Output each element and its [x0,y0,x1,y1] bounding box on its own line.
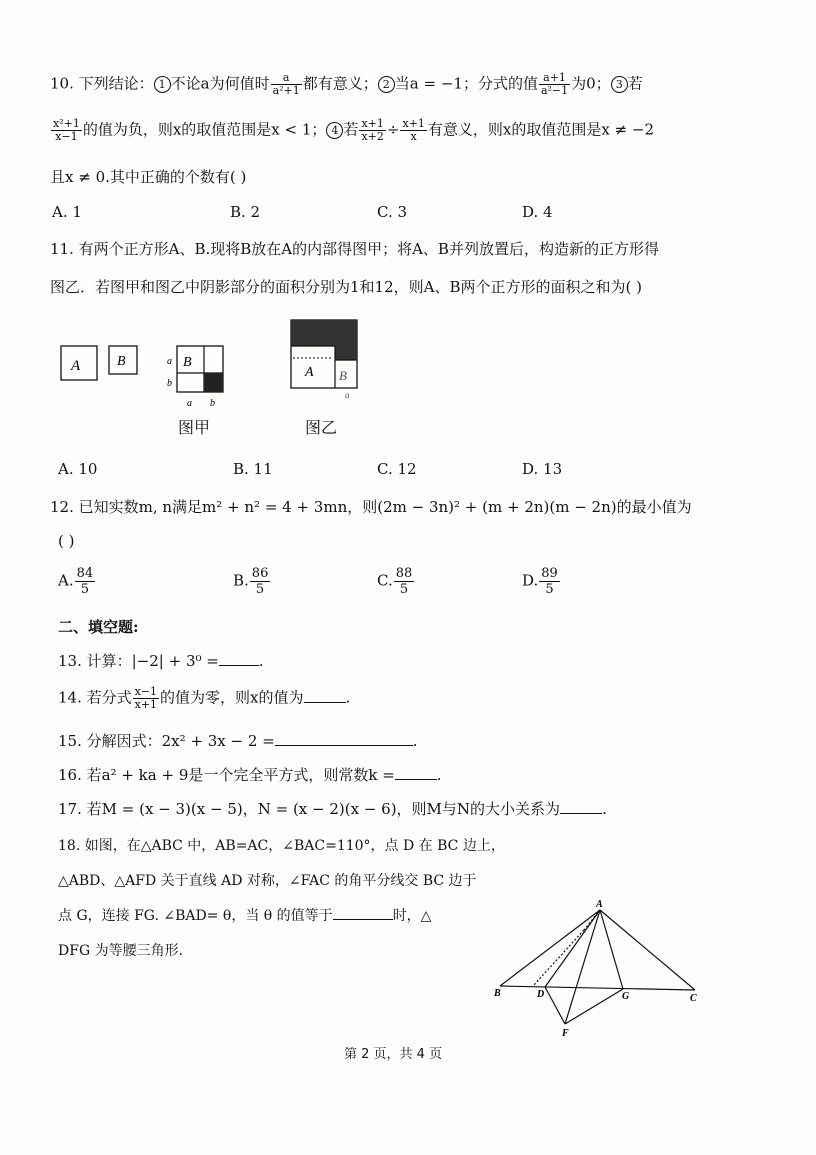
answer-blank[interactable] [275,731,413,746]
q18-line3 [58,905,431,925]
frac-num: 84 [76,566,94,581]
q16-text: 16. 若a² + ka + 9是一个完全平方式，则常数k = [58,766,395,784]
q11-option-d: D. 13 [522,460,563,478]
label-b-bottom: b [210,398,215,409]
q10-option-d: D. 4 [522,203,553,221]
q10-text-d: 当a = −1；分式的值 [394,74,538,93]
q14-pre: 14. 若分式 [58,688,132,707]
q12-option-a [58,566,96,597]
label-a: A [71,358,81,374]
q13-end: . [258,652,264,670]
q12-option-d [522,566,561,597]
label-a-yi: A [305,365,314,380]
q14-fraction [133,686,159,711]
point-g: G [622,991,630,1002]
point-d: D [537,989,545,1000]
q15-end: . [412,732,418,750]
fraction-1 [271,72,302,97]
q17-text: 17. 若M = (x − 3)(x − 5)，N = (x − 2)(x − 6)，则M与N的大小关系为 [58,800,561,818]
answer-blank[interactable] [395,765,437,780]
frac-den: 5 [80,582,90,597]
option-label: D. [522,571,539,590]
q10-text-c: 都有意义； [302,74,378,93]
option-fraction [250,566,271,597]
frac-num: 89 [541,566,558,581]
circled-1: 1 [154,76,171,93]
option-fraction [394,566,415,597]
frac-den: a²−1 [540,84,569,97]
label-a-bottom: a [187,398,192,409]
fraction-3 [51,118,82,143]
q16 [58,764,442,785]
answer-blank[interactable] [560,799,602,814]
option-label: C. [377,571,393,590]
frac-num: a [271,72,302,85]
frac-num: x²+1 [53,117,80,130]
circled-3: 3 [611,76,628,93]
frac-den: 5 [399,582,409,597]
frac-num: x−1 [134,685,158,698]
q10-text-g: 的值为负，则x的取值范围是x < 1； [82,120,327,139]
frac-num: 88 [395,566,413,581]
q10-line1 [50,72,643,97]
frac-den: x+2 [361,130,384,143]
caption-fig-yi: 图乙 [305,418,338,437]
q18-line1: 18. 如图，在△ABC 中，AB=AC，∠BAC=110°，点 D 在 BC 边上， [58,838,505,854]
q10-text-f: 若 [627,74,643,93]
q12-option-b [233,566,271,597]
q13 [58,650,264,671]
q12-option-c [377,566,415,597]
fraction-5 [400,118,426,143]
circled-4: 4 [326,122,343,139]
frac-den: x+1 [134,698,158,711]
label-a-left: a [167,356,172,367]
frac-num: 86 [251,566,269,581]
option-fraction [75,566,96,597]
frac-num: x+1 [361,117,384,130]
q10-option-b: B. 2 [230,203,261,221]
figure-yi [291,320,357,400]
answer-blank[interactable] [304,688,346,703]
q10-text-b: 不论a为何值时 [170,74,270,93]
q10-line2 [50,118,654,143]
q14-end: . [345,688,351,707]
page-footer: 第 2 页，共 4 页 [344,1047,443,1062]
q10-intro: 10. 下列结论： [50,74,154,93]
frac-num: a+1 [539,72,570,85]
point-b: B [494,988,501,999]
q15 [58,730,418,751]
q17-end: . [602,800,607,818]
q10-option-a: A. 1 [52,203,82,221]
answer-blank[interactable] [219,651,259,666]
q18-text-b: 时，△ [392,908,432,924]
q16-end: . [436,766,442,784]
q11-line1: 11. 有两个正方形A、B.现将B放在A的内部得图甲；将A、B并列放置后，构造新的正方形得 [50,240,659,258]
fraction-4 [359,118,385,143]
label-b: B [117,354,126,369]
q13-text: 13. 计算：|−2| + 3⁰ = [58,652,219,670]
label-b-yi: B [339,368,347,383]
square-a [61,346,97,380]
frac-den: 5 [545,582,554,597]
q10-text-i: 有意义，则x的取值范围是x ≠ −2 [427,120,654,139]
q11-line2: 图乙．若图甲和图乙中阴影部分的面积分别为1和12，则A、B两个正方形的面积之和为( ) [50,278,642,296]
frac-den: a²+1 [272,84,300,97]
divide-sign: ÷ [386,120,400,139]
q12-line2: ( ) [58,532,75,550]
square-b [109,346,137,374]
frac-den: x [410,130,417,143]
option-label: B. [233,571,249,590]
q10-option-c: C. 3 [377,203,408,221]
caption-fig-jia: 图甲 [178,418,211,437]
answer-blank[interactable] [333,905,393,920]
triangle-figure [490,896,705,1041]
q14 [58,686,350,711]
q11-option-a: A. 10 [58,460,98,478]
circled-2: 2 [378,76,395,93]
q11-option-c: C. 12 [377,460,417,478]
q18-line2: △ABD、△AFD 关于直线 AD 对称，∠FAC 的角平分线交 BC 边于 [58,873,477,889]
q10-text-h: 若 [343,120,359,139]
option-label: A. [58,571,74,590]
q18-line4: DFG 为等腰三角形. [58,943,184,959]
q11-option-b: B. 11 [233,460,273,478]
frac-num: x+1 [402,117,425,130]
q10-line3: 且x ≠ 0.其中正确的个数有( ) [50,168,247,186]
option-fraction [539,566,560,597]
point-a: A [596,899,603,910]
label-b-inner: B [183,355,192,370]
q14-post: 的值为零，则x的值为 [160,688,304,707]
fraction-2 [539,72,570,97]
q17 [58,798,607,819]
frac-den: 5 [255,582,265,597]
point-f: F [562,1028,569,1039]
q12-line1: 12. 已知实数m, n满足m² + n² = 4 + 3mn，则(2m − 3n)² + (m + 2n)(m − 2n)的最小值为 [50,498,692,516]
figure-jia [167,346,223,409]
q18-text-a: 点 G，连接 FG. ∠BAD= θ，当 θ 的值等于 [58,908,333,924]
section-heading: 二、填空题: [58,618,139,636]
q15-text: 15. 分解因式：2x² + 3x − 2 = [58,732,275,750]
label-b-left: b [167,378,172,389]
label-a-yi-bottom: a [345,390,350,400]
point-c: C [690,993,697,1004]
q10-text-e: 为0； [571,74,611,93]
frac-den: x−1 [55,130,78,143]
